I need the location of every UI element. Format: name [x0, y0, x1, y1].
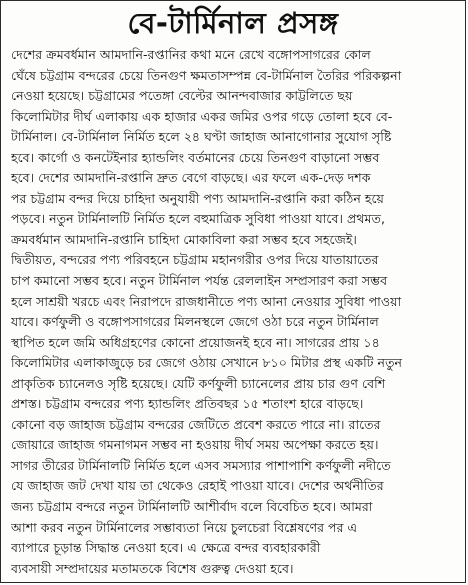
article-line: ব্যবসায়ী সম্প্রদায়ের মতামতকে বিশেষ গুরুত্ব দেওয়া হবে।	[11, 560, 294, 576]
article-line: হবে। দেশের আমদানি-রপ্তানি দ্রুত বেগে বাড়ছে। এর ফলে এক-দেড় দশক	[11, 170, 371, 186]
article-line: কিলোমিটার এলাকাজুড়ে চর জেগে ওঠায় সেখানে ৮১০ মিটার প্রস্থ একটি নতুন	[11, 355, 403, 371]
headline-area	[1, 1, 465, 43]
article-line: চাপ কমানো সম্ভব হবে। নতুন টার্মিনাল পর্যন্ত রেললাইন সম্প্রসারণ করা সম্ভব	[11, 273, 388, 289]
article-line: কিলোমিটার দীর্ঘ এলাকায় এক হাজার একর জমির ওপর গড়ে তোলা হবে বে-	[11, 108, 393, 124]
article-line: নেওয়া হয়েছে। চট্টগ্রামের পতেঙ্গা বেল্টের আনন্দবাজার কাট্টলিতে ছয়	[11, 88, 353, 104]
article-line: প্রাকৃতিক চ্যানেলও সৃষ্টি হয়েছে। যেটি কর্ণফুলী চ্যানেলের প্রায় চার গুণ বেশি	[11, 375, 386, 391]
article-line: প্রশস্ত। চট্টগ্রাম বন্দরের পণ্য হ্যান্ডলিং প্রতিবছর ১৫ শতাংশ হারে বাড়ছে।	[11, 396, 364, 412]
article-line: টার্মিনাল। বে-টার্মিনাল নির্মিত হলে ২৪ ঘণ্টা জাহাজ আনাগোনার সুযোগ সৃষ্টি	[11, 129, 392, 145]
article-line: জোয়ারে জাহাজ গমনাগমন সম্ভব না হওয়ায় দীর্ঘ সময় অপেক্ষা করতে হয়।	[11, 437, 379, 453]
article-line: ঘেঁষে চট্টগ্রাম বন্দরের চেয়ে তিনগুণ ক্ষমতাসম্পন্ন বে-টার্মিনাল তৈরির পরিকল্পনা	[11, 67, 402, 83]
article-line: আশা করব নতুন টার্মিনালের সম্ভাব্যতা নিয়ে চুলচেরা বিশ্লেষণের পর এ	[11, 519, 358, 535]
article-line: যাবে। কর্ণফুলী ও বঙ্গোপসাগরের মিলনস্থলে জেগে ওঠা চরে নতুন টার্মিনাল	[11, 314, 379, 330]
article-line: কোনো বড় জাহাজ চট্টগ্রাম বন্দরের জেটিতে প্রবেশ করতে পারে না। রাতের	[11, 416, 381, 432]
article-line: জন্য চট্টগ্রাম বন্দরে নতুন টার্মিনালটি আশীর্বাদ বলে বিবেচিত হবে। আমরা	[11, 499, 373, 515]
article-line: ব্যাপারে চূড়ান্ত সিদ্ধান্ত নেওয়া হবে। এ ক্ষেত্রে বন্দর ব্যবহারকারী	[11, 540, 321, 556]
article-line: যে জাহাজ জট দেখা যায় তা থেকেও রেহাই পাওয়া যাবে। দেশের অর্থনীতির	[11, 478, 384, 494]
article-line: পড়বে। নতুন টার্মিনালটি নির্মিত হলে বহুমাত্রিক সুবিধা পাওয়া যাবে। প্রথমত,	[11, 211, 386, 227]
article-line: ক্রমবর্ধমান আমদানি-রপ্তানি চাহিদা মোকাবিলা করা সম্ভব হবে সহজেই।	[11, 231, 357, 247]
article-line: দ্বিতীয়ত, বন্দরের পণ্য পরিবহনে চট্টগ্রাম মহানগরীর ওপর দিয়ে যাতায়াতের	[11, 252, 379, 268]
article-body	[11, 45, 459, 578]
article-line: স্থাপিত হলে জমি অধিগ্রহণের কোনো প্রয়োজনই হবে না। সাগরের প্রায় ১৪	[11, 334, 380, 350]
headline: বে-টার্মিনাল প্রসঙ্গ	[127, 6, 339, 40]
article-line: হবে। কার্গো ও কনটেইনার হ্যান্ডলিং বর্তমানের চেয়ে তিনগুণ বাড়ানো সম্ভব	[11, 149, 380, 165]
article-line: পর চট্টগ্রাম বন্দর দিয়ে চাহিদা অনুযায়ী পণ্য আমদানি-রপ্তানি করা কঠিন হয়ে	[11, 190, 384, 206]
article-line: সাগর তীরের টার্মিনালটি নির্মিত হলে এসব সমস্যার পাশাপাশি কর্ণফুলী নদীতে	[11, 457, 391, 473]
article-line: হলে সাশ্রয়ী খরচে এবং নিরাপদে রাজধানীতে পণ্য আনা নেওয়ার সুবিধা পাওয়া	[11, 293, 402, 309]
article-line: দেশের ক্রমবর্ধমান আমদানি-রপ্তানির কথা মনে রেখে বঙ্গোপসাগরের কোল	[11, 47, 371, 62]
